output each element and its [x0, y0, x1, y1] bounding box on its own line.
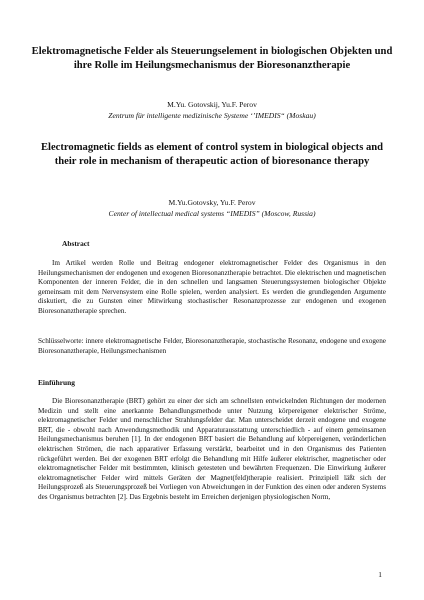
english-authors: M.Yu.Gotovsky, Yu.F. Perov	[168, 198, 256, 207]
abstract-text: Im Artikel werden Rolle und Beitrag endogener elektromagnetischer Felder des Organismus in den Heilungsmechanismen der endogenen und exogenen Bioresonanztherapie betrachtet. Die elektrischen und magnetischen Komponenten der inneren Felder, die in den schnellen und langsamen Steuerungssystemen biologischer Objekte gemeinsam mit dem Nervensystem eine Rolle spielen, werden analysiert. Es werden die grundlegenden Argumente diskutiert, die zu Gunsten einer Mitwirkung stochastischer Resonanzprozesse zur endogenen und exogenen Bioresonanztherapie sprechen.	[38, 259, 386, 315]
english-title: Electromagnetic fields as element of control system in biological objects and their role in mechanism of therapeutic action of bioresonance therapy	[40, 142, 384, 168]
german-affiliation: Zentrum für intelligente medizinische Systeme ‘’IMEDIS“ (Moskau)	[108, 111, 316, 120]
english-affiliation: Center of intellectual medical systems “IMEDIS” (Moscow, Russia)	[108, 209, 316, 218]
introduction-heading: Einführung	[38, 378, 75, 387]
introduction-text: Die Bioresonanztherapie (BRT) gehört zu einer der sich am schnellsten entwickelnden Richtungen der modernen Medizin und stellt eine anerkannte Behandlungsmethode unter Nutzung körpereigener elektrischer Ströme, elektromagnetischer Felder und menschlicher Strahlungsfelder dar. Man unterscheidet derzeit endogene und exogene BRT, die - obwohl nach Anwendungsmethodik und Apparaturausstattung unterschiedlich - auf einem gemeinsamen Heilungsmechanismus beruhen [1]. In der endogenen BRT basiert die Behandlung auf körpereigenen, veränderlichen elektrischen Strömen, die nach apparativer Erfassung verstärkt, bearbeitet und in den Organismus des Patienten rückgeführt werden. Bei der exogenen BRT erfolgt die Behandlung mit Hilfe äußerer elektrischer, magnetischer oder elektromagnetischer Felder mit bestimmten, klinisch getesteten und bewährten Frequenzen. Die Einwirkung äußerer elektromagnetischer Felder wird mittels Geräten der Magnet(feld)therapie realisiert. Prinzipiell läßt sich der Heilungsprozeß als Steuerungsprozeß bei Vorliegen von Abweichungen in der Funktion des einen oder anderen Systems des Organismus betrachten [2]. Das Ergebnis besteht im Erreichen derjenigen physiologischen Norm,	[38, 397, 386, 501]
keywords-text: Schlüsselworte: innere elektromagnetische Felder, Bioresonanztherapie, stochastische Resonanz, endogene und exogene Bioresonanztherapie, Heilungsmechanismen	[38, 337, 386, 355]
german-authors: M.Yu. Gotovskij, Yu.F. Perov	[167, 100, 257, 109]
abstract-heading: Abstract	[62, 239, 90, 248]
german-title: Elektromagnetische Felder als Steuerungselement in biologischen Objekten und ihre Rolle im Heilungsmechanismus der Bioresonanztherapie	[31, 46, 393, 72]
page-number: 1	[378, 570, 382, 579]
